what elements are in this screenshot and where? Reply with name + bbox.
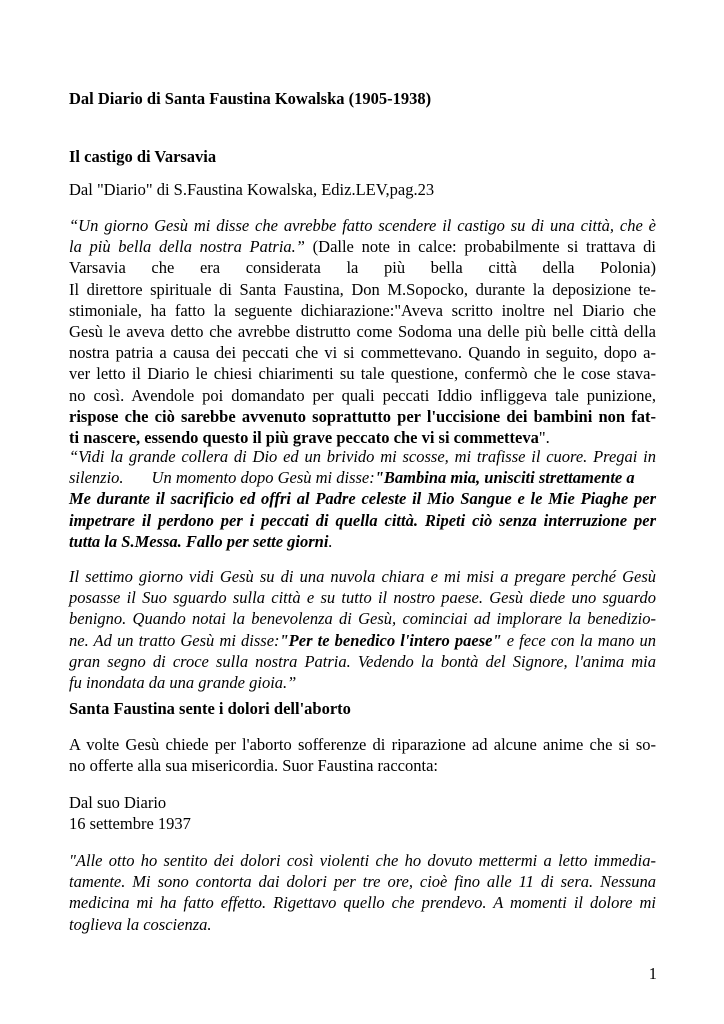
text-line: gran segno di croce sulla nostra Patria. Vedendo la bontà del Signore, l'anima mia bbox=[69, 651, 656, 671]
text-line: benigno. Quando notai la benevolenza di Gesù, cominciai ad implorare la benedizio- bbox=[69, 609, 656, 629]
diary-date: 16 settembre 1937 bbox=[69, 814, 191, 834]
section-heading-aborto: Santa Faustina sente i dolori dell'aborto bbox=[69, 699, 351, 718]
text-line: tamente. Mi sono contorta dai dolori per tre ore, cioè fino alle 11 di sera. Nessuna bbox=[69, 872, 656, 892]
paragraph-settimo-giorno bbox=[69, 566, 656, 693]
text-line: Gesù le aveva detto che avrebbe distrutto come Sodoma una delle più belle città della bbox=[69, 322, 656, 342]
text-line: Me durante il sacrificio ed offri al Padre celeste il Mio Sangue e le Mie Piaghe per bbox=[69, 489, 656, 509]
text-line: tutta la S.Messa. Fallo per sette giorni. bbox=[69, 531, 333, 551]
paragraph-castigo bbox=[69, 215, 656, 448]
text-line: medicina mi ha fatto effetto. Rigettavo quello che prendevo. A momenti il dolore mi bbox=[69, 893, 656, 913]
text-line: ne. Ad un tratto Gesù mi disse:"Per te benedico l'intero paese" e fece con la mano un bbox=[69, 630, 657, 650]
text-line: no offerte alla sua misericordia. Suor Faustina racconta: bbox=[69, 756, 438, 776]
text-line: A volte Gesù chiede per l'aborto sofferenze di riparazione ad alcune anime che si so- bbox=[69, 735, 656, 754]
text-line: fu inondata da una grande gioia.” bbox=[69, 673, 297, 693]
text-line: la più bella della nostra Patria.” (Dalle note in calce: probabilmente si trattava di bbox=[69, 237, 656, 257]
page-number: 1 bbox=[648, 964, 657, 983]
text-line: rispose che ciò sarebbe avvenuto soprattutto per l'uccisione dei bambini non fat- bbox=[69, 406, 656, 426]
text-line: Varsavia che era considerata la più bella città della Polonia) bbox=[69, 258, 656, 278]
source-citation: Dal "Diario" di S.Faustina Kowalska, Ediz.LEV,pag.23 bbox=[69, 180, 435, 199]
text-line: “Vidi la grande collera di Dio ed un brivido mi scosse, mi trafisse il cuore. Pregai in bbox=[69, 447, 656, 466]
paragraph-dolori bbox=[69, 850, 656, 935]
text-line: “Un giorno Gesù mi disse che avrebbe fatto scendere il castigo su di una città, che è bbox=[69, 216, 656, 235]
text-line: impetrare il perdono per i peccati di quella città. Ripeti ciò senza interruzione per bbox=[69, 510, 656, 530]
section-heading-castigo: Il castigo di Varsavia bbox=[69, 147, 217, 166]
text-line: ti nascere, essendo questo il più grave peccato che vi si commetteva". bbox=[69, 428, 550, 448]
text-line: silenzio. Un momento dopo Gesù mi disse:"Bambina mia, unisciti strettamente a bbox=[69, 468, 635, 488]
text-line: no così. Avendole poi domandato per quali peccati Iddio infliggeva tale punizione, bbox=[69, 385, 656, 405]
text-line: Dal suo Diario bbox=[69, 793, 167, 812]
text-line: stimoniale, ha fatto la seguente dichiarazione:"Aveva scritto inoltre nel Diario che bbox=[69, 300, 656, 320]
document-title: Dal Diario di Santa Faustina Kowalska (1905-1938) bbox=[69, 89, 432, 108]
text-line: toglieva la coscienza. bbox=[69, 914, 212, 934]
paragraph-collera bbox=[69, 446, 656, 552]
paragraph-intro-aborto bbox=[69, 734, 656, 776]
text-line: Il direttore spirituale di Santa Faustina, Don M.Sopocko, durante la deposizione te- bbox=[69, 279, 656, 299]
text-line: "Alle otto ho sentito dei dolori così violenti che ho dovuto mettermi a letto immedia- bbox=[69, 851, 656, 870]
text-line: Il settimo giorno vidi Gesù su di una nuvola chiara e mi misi a pregare perché Gesù bbox=[69, 567, 656, 586]
text-line: posasse il Suo sguardo sulla città e su tutto il nostro paese. Gesù diede uno sguardo bbox=[69, 588, 656, 608]
text-line: ver letto il Diario le chiesi chiarimenti su tale questione, confermò che le cose stava- bbox=[69, 364, 656, 384]
diary-source bbox=[69, 792, 656, 834]
text-line: nostra patria a causa dei peccati che vi si commettevano. Quando in seguito, dopo a- bbox=[69, 343, 656, 363]
